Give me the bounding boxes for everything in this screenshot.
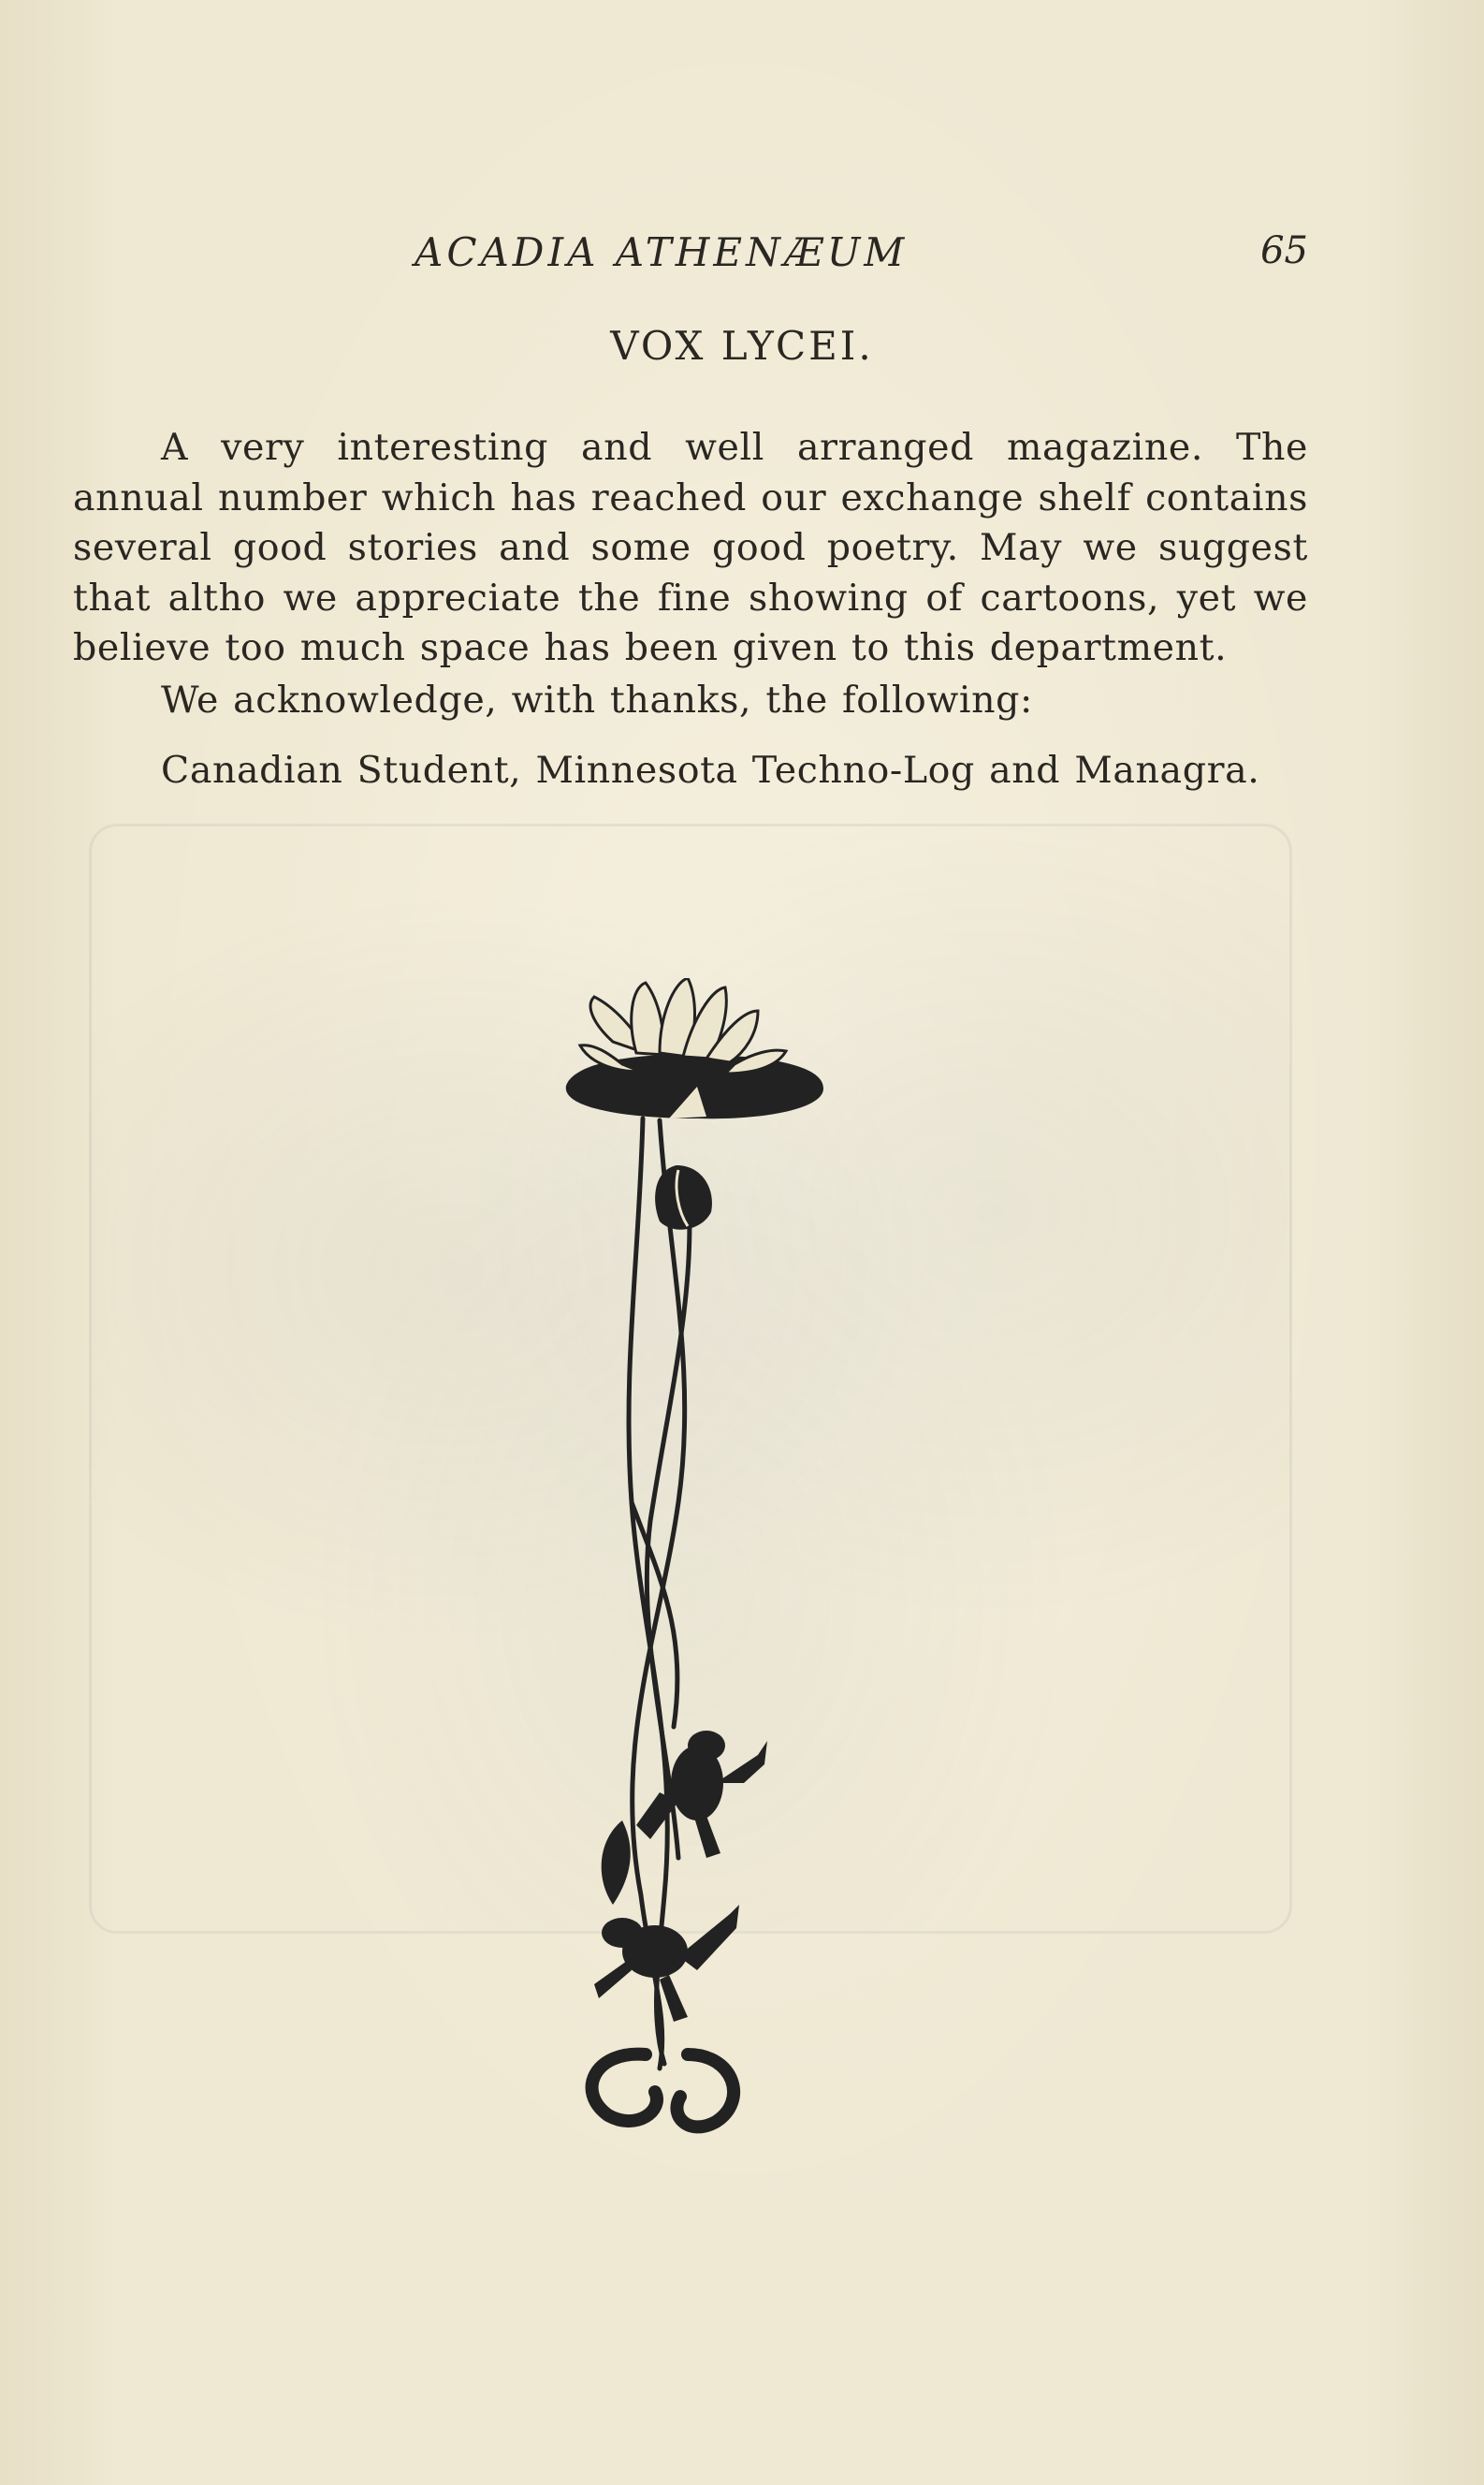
acknowledgement-line: We acknowledge, with thanks, the following: bbox=[161, 678, 1033, 722]
section-title: VOX LYCEI. bbox=[610, 323, 874, 369]
water-lily-frogs-ornament-icon bbox=[557, 978, 833, 2139]
exchange-list: Canadian Student, Minnesota Techno-Log and Managra. bbox=[161, 749, 1260, 792]
body-text bbox=[73, 423, 1308, 797]
page-header bbox=[73, 229, 1308, 285]
review-paragraph: A very interesting and well arranged magazine. The annual number which has reached our exchange shelf contains several good stories and some good poetry. May we suggest that altho we appreciate the fine showing of cartoons, yet we believe too much space has been given to this department. bbox=[73, 426, 1308, 669]
page-number: 65 bbox=[1260, 229, 1308, 272]
running-title: ACADIA ATHENÆUM bbox=[415, 229, 909, 275]
